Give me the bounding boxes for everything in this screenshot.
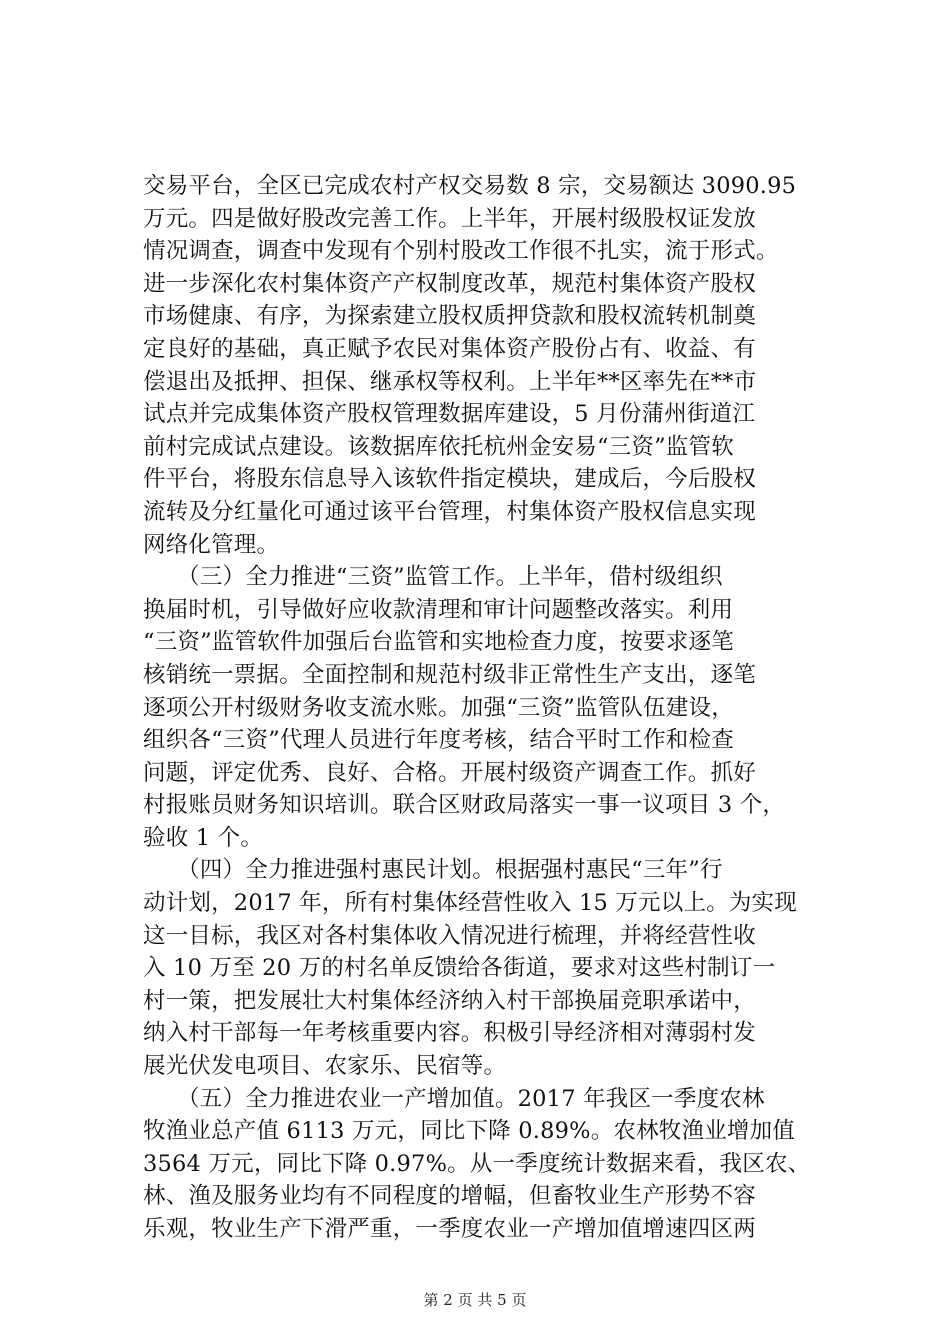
text-line: 验收 1 个。 <box>143 824 264 851</box>
text-line: 万元。四是做好股改完善工作。上半年，开展村级股权证发放 <box>143 205 756 232</box>
text-line: 换届时机，引导做好应收款清理和审计问题整改落实。利用 <box>143 596 734 623</box>
text-line: 逐项公开村级财务收支流水账。加强“三资”监管队伍建设， <box>143 694 734 721</box>
text-line: 前村完成试点建设。该数据库依托杭州金安易“三资”监管软 <box>143 433 734 460</box>
text-line: （四）全力推进强村惠民计划。根据强村惠民“三年”行 <box>143 857 723 884</box>
text-line: 流转及分红量化可通过该平台管理，村集体资产股权信息实现 <box>143 498 756 525</box>
text-line: 情况调查，调查中发现有个别村股改工作很不扎实，流于形式。 <box>143 238 779 265</box>
text-line: 定良好的基础，真正赋予农民对集体资产股份占有、收益、有 <box>143 335 756 362</box>
text-line: （五）全力推进农业一产增加值。2017 年我区一季度农林 <box>143 1085 765 1112</box>
text-line: 3564 万元，同比下降 0.97%。从一季度统计数据来看，我区农、 <box>143 1150 811 1177</box>
text-line: 林、渔及服务业均有不同程度的增幅，但畜牧业生产形势不容 <box>143 1183 756 1210</box>
text-line: “三资”监管软件加强后台监管和实地检查力度，按要求逐笔 <box>143 629 734 656</box>
text-line: 网络化管理。 <box>143 531 280 558</box>
text-line: 试点并完成集体资产股权管理数据库建设，5 月份蒲州街道江 <box>143 401 756 428</box>
text-line: 村报账员财务知识培训。联合区财政局落实一事一议项目 3 个， <box>143 792 786 819</box>
text-line: 市场健康、有序，为探索建立股权质押贷款和股权流转机制奠 <box>143 303 756 330</box>
text-line: 这一目标，我区对各村集体收入情况进行梳理，并将经营性收 <box>143 922 756 949</box>
text-line: 件平台，将股东信息导入该软件指定模块，建成后，今后股权 <box>143 466 756 493</box>
text-line: 核销统一票据。全面控制和规范村级非正常性生产支出，逐笔 <box>143 661 756 688</box>
text-line: 村一策，把发展壮大村集体经济纳入村干部换届竞职承诺中， <box>143 987 756 1014</box>
text-line: 动计划，2017 年，所有村集体经营性收入 15 万元以上。为实现 <box>143 890 797 917</box>
text-line: 展光伏发电项目、农家乐、民宿等。 <box>143 1053 507 1080</box>
page-footer: 第 2 页 共 5 页 <box>423 1291 527 1309</box>
text-line: 交易平台，全区已完成农村产权交易数 8 宗，交易额达 3090.95 <box>143 173 797 199</box>
text-line: 问题，评定优秀、良好、合格。开展村级资产调查工作。抓好 <box>143 759 756 786</box>
text-line: 组织各“三资”代理人员进行年度考核，结合平时工作和检查 <box>143 727 734 754</box>
text-line: 偿退出及抵押、担保、继承权等权利。上半年**区率先在**市 <box>143 368 757 395</box>
text-line: 纳入村干部每一年考核重要内容。积极引导经济相对薄弱村发 <box>143 1020 756 1047</box>
text-line: 进一步深化农村集体资产产权制度改革，规范村集体资产股权 <box>143 270 756 297</box>
document-body <box>143 170 833 1246</box>
text-line: （三）全力推进“三资”监管工作。上半年，借村级组织 <box>143 564 723 591</box>
text-line: 乐观，牧业生产下滑严重，一季度农业一产增加值增速四区两 <box>143 1216 756 1242</box>
text-line: 牧渔业总产值 6113 万元，同比下降 0.89%。农林牧渔业增加值 <box>143 1118 795 1145</box>
text-line: 入 10 万至 20 万的村名单反馈给各街道，要求对这些村制订一 <box>143 955 776 982</box>
